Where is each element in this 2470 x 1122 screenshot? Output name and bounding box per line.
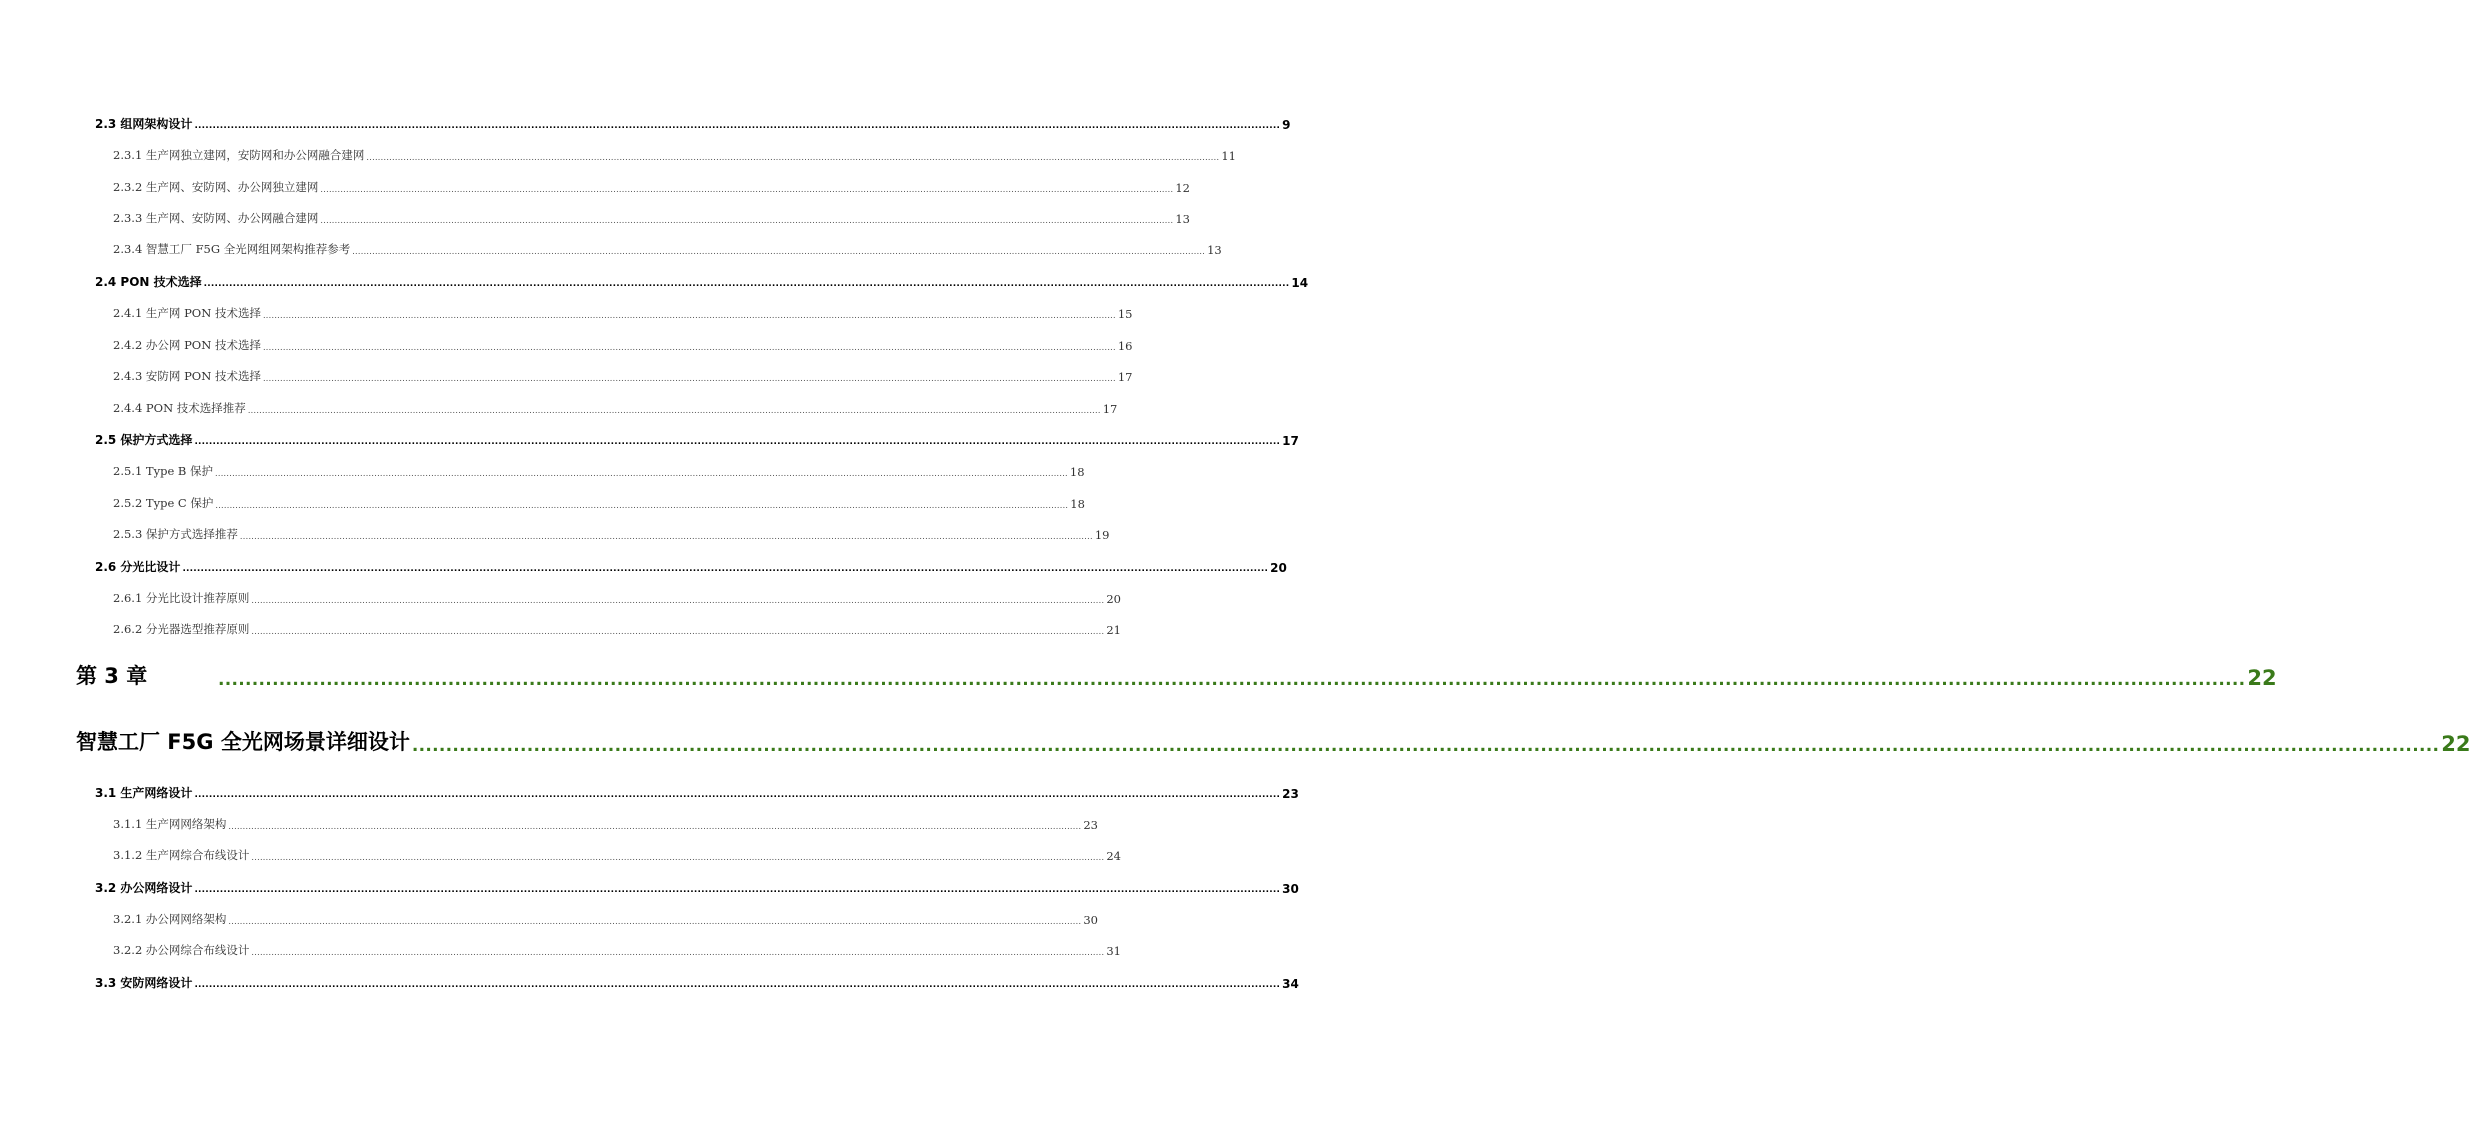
toc-leader-dots: ............................................................................................................................................................................................................................................................................................................: [215, 501, 1069, 510]
toc-entry-page: 17: [1102, 402, 1118, 416]
toc-entry-page: 17: [1282, 434, 1299, 448]
toc-entry-page: 20: [1106, 592, 1121, 606]
toc-entry-title: 3.1 生产网络设计: [95, 786, 193, 800]
toc-entry-title: 2.5.3 保护方式选择推荐: [113, 527, 238, 541]
toc-entry-title: 2.5 保护方式选择: [95, 433, 193, 447]
toc-leader-dots: ............................................................................................................................................................................................................................................................................................................: [366, 153, 1220, 162]
toc-entry-title: 2.5.2 Type C 保护: [113, 496, 214, 510]
toc-leader-dots: ............................................................................................................................................................................................................................................................................................................: [320, 185, 1174, 194]
toc-entry-title: 2.4.1 生产网 PON 技术选择: [113, 306, 261, 320]
toc-leader-dots: ............................................................................................................................................................................................................................................................................................................: [194, 790, 1281, 800]
toc-leader-dots: ............................................................................................................................................................................................................................................................................................................: [251, 627, 1105, 636]
toc-leader-dots: ............................................................................................................................................................................................................................................................................................................: [203, 279, 1290, 289]
toc-leader-dots: ............................................................................................................................................................................................................................................................................................................: [194, 121, 1281, 131]
toc-entry-2-4-2[interactable]: [113, 337, 1133, 353]
toc-entry-3-3[interactable]: [95, 974, 1299, 991]
toc-entry-title: 2.5.1 Type B 保护: [113, 464, 214, 478]
toc-leader-dots: ............................................................................................................................................................................................................................................................................................................: [411, 736, 2440, 756]
toc-entry-2-5-1[interactable]: [113, 463, 1085, 479]
toc-entry-title: 2.4 PON 技术选择: [95, 275, 202, 289]
toc-entry-2-6-2[interactable]: [113, 621, 1121, 637]
toc-entry-3-2-1[interactable]: [113, 911, 1098, 927]
toc-entry-page: 22: [2247, 666, 2277, 690]
toc-leader-dots: ............................................................................................................................................................................................................................................................................................................: [228, 917, 1082, 926]
toc-entry-page: 21: [1106, 623, 1121, 637]
toc-entry-page: 30: [1083, 913, 1098, 927]
toc-entry-page: 18: [1069, 465, 1085, 479]
toc-leader-dots: ............................................................................................................................................................................................................................................................................................................: [182, 564, 1269, 574]
toc-leader-dots: ............................................................................................................................................................................................................................................................................................................: [215, 469, 1068, 478]
toc-entry-3-2-2[interactable]: [113, 942, 1121, 958]
toc-entry-2-4-1[interactable]: [113, 305, 1133, 321]
toc-leader-dots: ............................................................................................................................................................................................................................................................................................................: [239, 532, 1093, 541]
toc-entry-page: 9: [1282, 118, 1291, 132]
toc-entry-page: 22: [2441, 732, 2470, 756]
toc-entry-title: 2.3.1 生产网独立建网，安防网和办公网融合建网: [113, 148, 365, 162]
toc-entry-2-3[interactable]: [95, 115, 1291, 132]
toc-entry-page: 13: [1207, 243, 1222, 257]
toc-entry-title: 3.2.1 办公网网络架构: [113, 912, 227, 926]
toc-entry-title: 3.1.1 生产网网络架构: [113, 817, 227, 831]
toc-leader-dots: ............................................................................................................................................................................................................................................................................................................: [194, 437, 1281, 447]
toc-entry-page: 30: [1282, 882, 1299, 896]
toc-entry-page: 13: [1175, 212, 1190, 226]
toc-entry-page: 23: [1083, 818, 1098, 832]
toc-entry-page: 12: [1175, 181, 1190, 195]
toc-entry-title: 3.2.2 办公网综合布线设计: [113, 943, 250, 957]
toc-leader-dots: ............................................................................................................................................................................................................................................................................................................: [194, 980, 1281, 990]
toc-leader-dots: ............................................................................................................................................................................................................................................................................................................: [352, 247, 1206, 256]
toc-entry-page: 17: [1117, 370, 1133, 384]
toc-entry-2-3-2[interactable]: [113, 179, 1190, 195]
toc-entry-title: 2.4.4 PON 技术选择推荐: [113, 401, 246, 415]
toc-entry-2-4-4[interactable]: [113, 400, 1118, 416]
toc-leader-dots: ............................................................................................................................................................................................................................................................................................................: [247, 406, 1101, 415]
toc-leader-dots: ............................................................................................................................................................................................................................................................................................................: [251, 596, 1105, 605]
toc-entry-page: 20: [1270, 561, 1287, 575]
toc-entry-2-3-1[interactable]: [113, 147, 1236, 163]
toc-entry-page: 31: [1106, 944, 1121, 958]
toc-entry-page: 23: [1282, 787, 1299, 801]
toc-entry-title: 3.1.2 生产网综合布线设计: [113, 848, 250, 862]
toc-entry-2-4-3[interactable]: [113, 368, 1133, 384]
toc-entry-title: 2.3.3 生产网、安防网、办公网融合建网: [113, 211, 319, 225]
toc-entry-2-6-1[interactable]: [113, 590, 1121, 606]
toc-entry-2-3-3[interactable]: [113, 210, 1190, 226]
toc-entry-page: 24: [1106, 849, 1121, 863]
toc-leader-dots: ............................................................................................................................................................................................................................................................................................................: [262, 343, 1116, 352]
toc-leader-dots: ............................................................................................................................................................................................................................................................................................................: [218, 670, 2246, 690]
toc-entry-title: 3.3 安防网络设计: [95, 976, 193, 990]
toc-leader-dots: ............................................................................................................................................................................................................................................................................................................: [262, 374, 1116, 383]
toc-entry-title: 3.2 办公网络设计: [95, 881, 193, 895]
toc-leader-dots: ............................................................................................................................................................................................................................................................................................................: [228, 822, 1082, 831]
toc-entry-3-1-2[interactable]: [113, 847, 1121, 863]
toc-entry-2-6[interactable]: [95, 558, 1287, 575]
toc-entry-chapter-3[interactable]: [76, 660, 2277, 690]
toc-leader-dots: ............................................................................................................................................................................................................................................................................................................: [320, 216, 1174, 225]
toc-entry-title: 2.4.3 安防网 PON 技术选择: [113, 369, 261, 383]
toc-leader-dots: ............................................................................................................................................................................................................................................................................................................: [251, 853, 1105, 862]
toc-entry-2-5-2[interactable]: [113, 495, 1085, 511]
toc-entry-title: 2.3.2 生产网、安防网、办公网独立建网: [113, 180, 319, 194]
toc-entry-2-3-4[interactable]: [113, 241, 1222, 257]
toc-entry-title: 2.6 分光比设计: [95, 560, 181, 574]
toc-entry-page: 14: [1291, 276, 1309, 290]
toc-entry-2-4[interactable]: [95, 273, 1309, 290]
toc-entry-title: 2.4.2 办公网 PON 技术选择: [113, 338, 261, 352]
toc-entry-page: 34: [1282, 977, 1299, 991]
toc-leader-dots: ............................................................................................................................................................................................................................................................................................................: [194, 885, 1281, 895]
toc-entry-page: 11: [1221, 149, 1236, 163]
toc-entry-title: 智慧工厂 F5G 全光网场景详细设计: [76, 730, 410, 754]
toc-entry-page: 15: [1117, 307, 1133, 321]
toc-entry-page: 18: [1070, 497, 1085, 511]
toc-entry-2-5[interactable]: [95, 431, 1299, 448]
toc-entry-page: 19: [1094, 528, 1110, 542]
toc-leader-dots: ............................................................................................................................................................................................................................................................................................................: [251, 948, 1105, 957]
toc-entry-title: 第 3 章: [76, 664, 148, 688]
toc-entry-3-1-1[interactable]: [113, 816, 1098, 832]
toc-entry-chapter-3-title[interactable]: [76, 726, 2470, 756]
toc-entry-2-5-3[interactable]: [113, 526, 1110, 542]
toc-entry-title: 2.3 组网架构设计: [95, 117, 193, 131]
toc-entry-3-2[interactable]: [95, 879, 1299, 896]
toc-entry-title: 2.6.2 分光器选型推荐原则: [113, 622, 250, 636]
toc-leader-dots: ............................................................................................................................................................................................................................................................................................................: [262, 311, 1116, 320]
toc-entry-title: 2.3.4 智慧工厂 F5G 全光网组网架构推荐参考: [113, 242, 351, 256]
toc-entry-title: 2.6.1 分光比设计推荐原则: [113, 591, 250, 605]
toc-entry-page: 16: [1117, 339, 1133, 353]
toc-entry-3-1[interactable]: [95, 784, 1299, 801]
